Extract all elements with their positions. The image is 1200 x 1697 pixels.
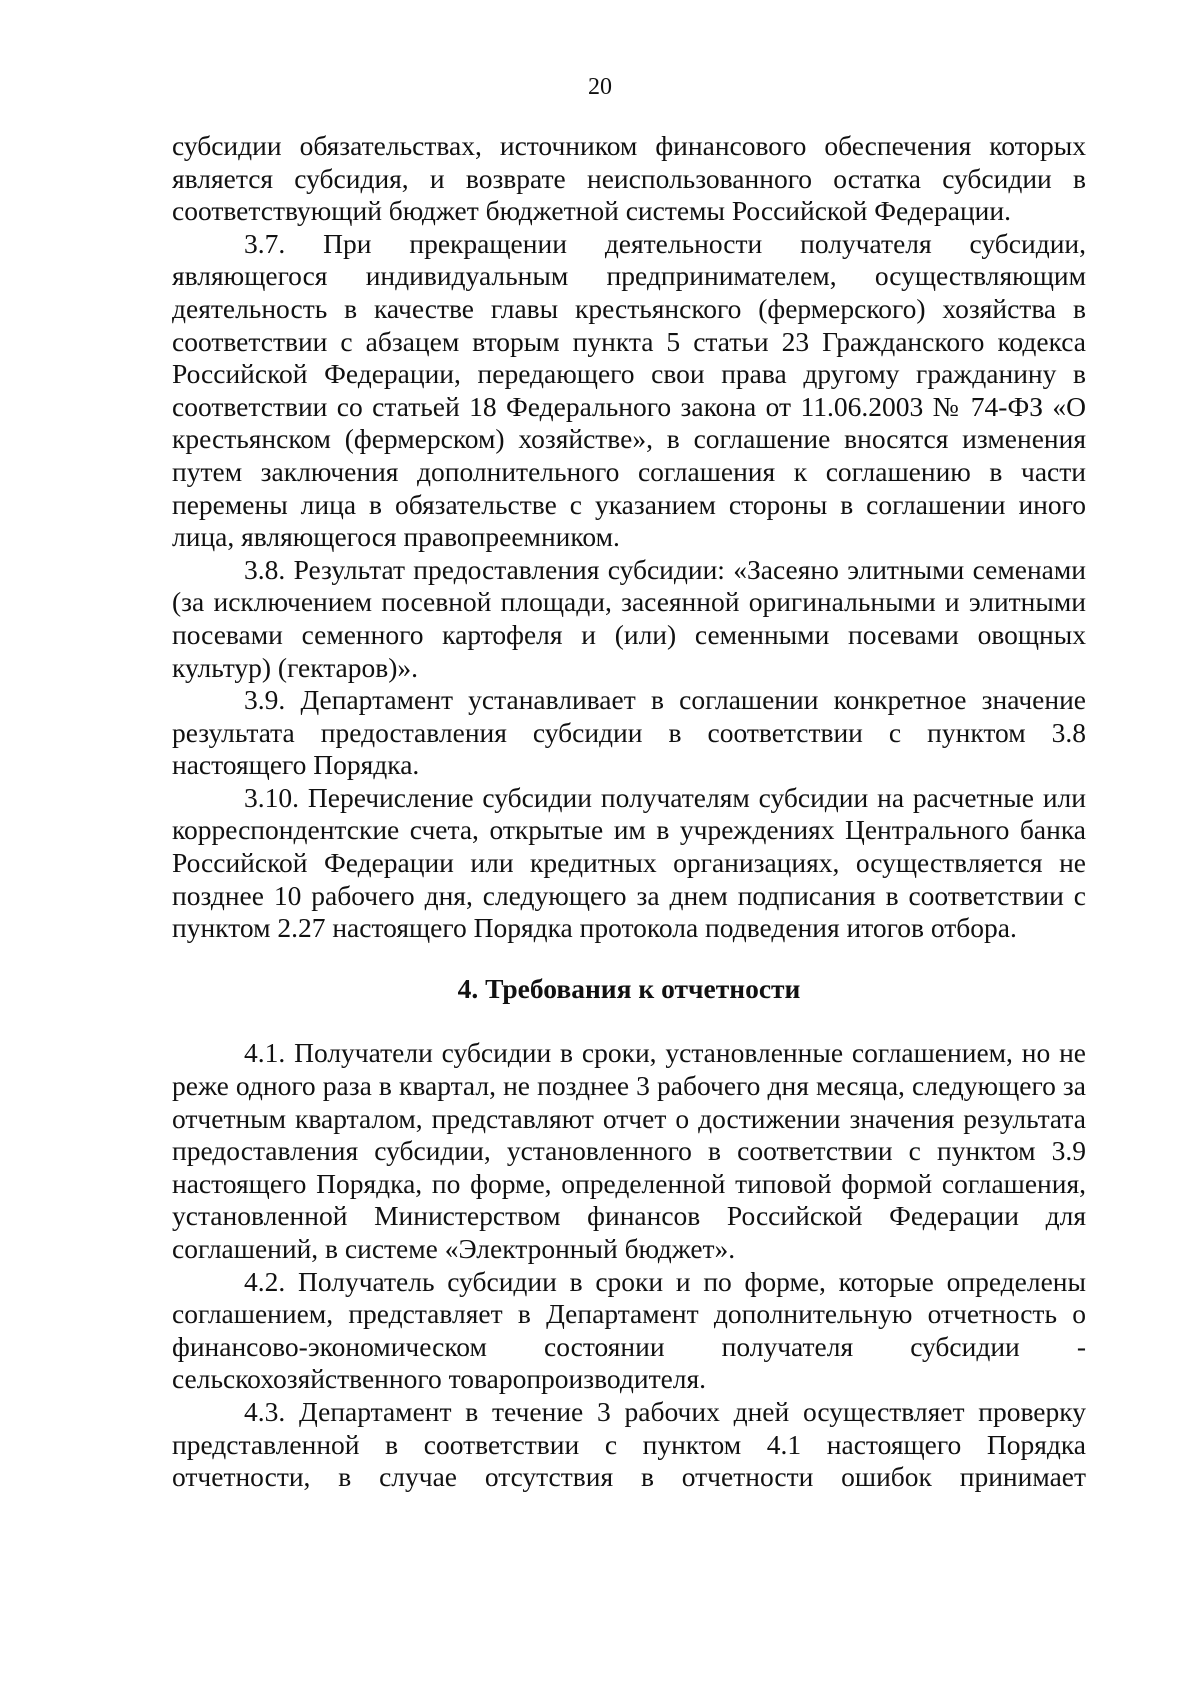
paragraph: 3.9. Департамент устанавливает в соглашении конкретное значение результата предоставления субсидии в соответствии с пунктом 3.8 настоящего Порядка. — [172, 684, 1086, 781]
paragraph: 4.2. Получатель субсидии в сроки и по форме, которые определены соглашением, представляет в Департамент дополнительную отчетность о финансово-экономическом состоянии получателя субсидии - сельскохозяйственного товаропроизводителя. — [172, 1265, 1086, 1395]
paragraph: 4.3. Департамент в течение 3 рабочих дней осуществляет проверку представленной в соответствии с пунктом 4.1 настоящего Порядка отчетности, в случае отсутствия в отчетности ошибок принимает — [172, 1395, 1086, 1493]
paragraph: 3.8. Результат предоставления субсидии: «Засеяно элитными семенами (за исключением посевной площади, засеянной оригинальными и элитными посевами семенного картофеля и (или) семенными посевами овощных культур) (гектаров)». — [172, 553, 1086, 683]
paragraph: 3.7. При прекращении деятельности получателя субсидии, являющегося индивидуальным предпринимателем, осуществляющим деятельность в качестве главы крестьянского (фермерского) хозяйства в соответствии с абзацем вторым пункта 5 статьи 23 Гражданского кодекса Российской Федерации, передающего свои права другому гражданину в соответствии со статьей 18 Федерального закона от 11.06.2003 № 74-ФЗ «О крестьянском (фермерском) хозяйстве», в соглашение вносятся изменения путем заключения дополнительного соглашения к соглашению в части перемены лица в обязательстве с указанием стороны в соглашении иного лица, являющегося правопреемником. — [172, 227, 1086, 553]
paragraph: 4.1. Получатели субсидии в сроки, установленные соглашением, но не реже одного раза в квартал, не позднее 3 рабочего дня месяца, следующего за отчетным кварталом, представляют отчет о достижении значения результата предоставления субсидии, установленного в соответствии с пунктом 3.9 настоящего Порядка, по форме, определенной типовой формой соглашения, установленной Министерством финансов Российской Федерации для соглашений, в системе «Электронный бюджет». — [172, 1037, 1086, 1264]
page-content — [172, 130, 1086, 1494]
top-paragraphs — [172, 130, 1086, 945]
page-number: 20 — [588, 74, 612, 100]
bottom-paragraphs — [172, 1037, 1086, 1493]
section-heading: 4. Требования к отчетности — [457, 972, 801, 1004]
paragraph: 3.10. Перечисление субсидии получателям субсидии на расчетные или корреспондентские счета, открытые им в учреждениях Центрального банка Российской Федерации или кредитных организациях, осуществляется не позднее 10 рабочего дня, следующего за днем подписания в соответствии с пунктом 2.27 настоящего Порядка протокола подведения итогов отбора. — [172, 781, 1086, 944]
paragraph: субсидии обязательствах, источником финансового обеспечения которых является субсидия, и возврате неиспользованного остатка субсидии в соответствующий бюджет бюджетной системы Российской Федерации. — [172, 130, 1086, 227]
